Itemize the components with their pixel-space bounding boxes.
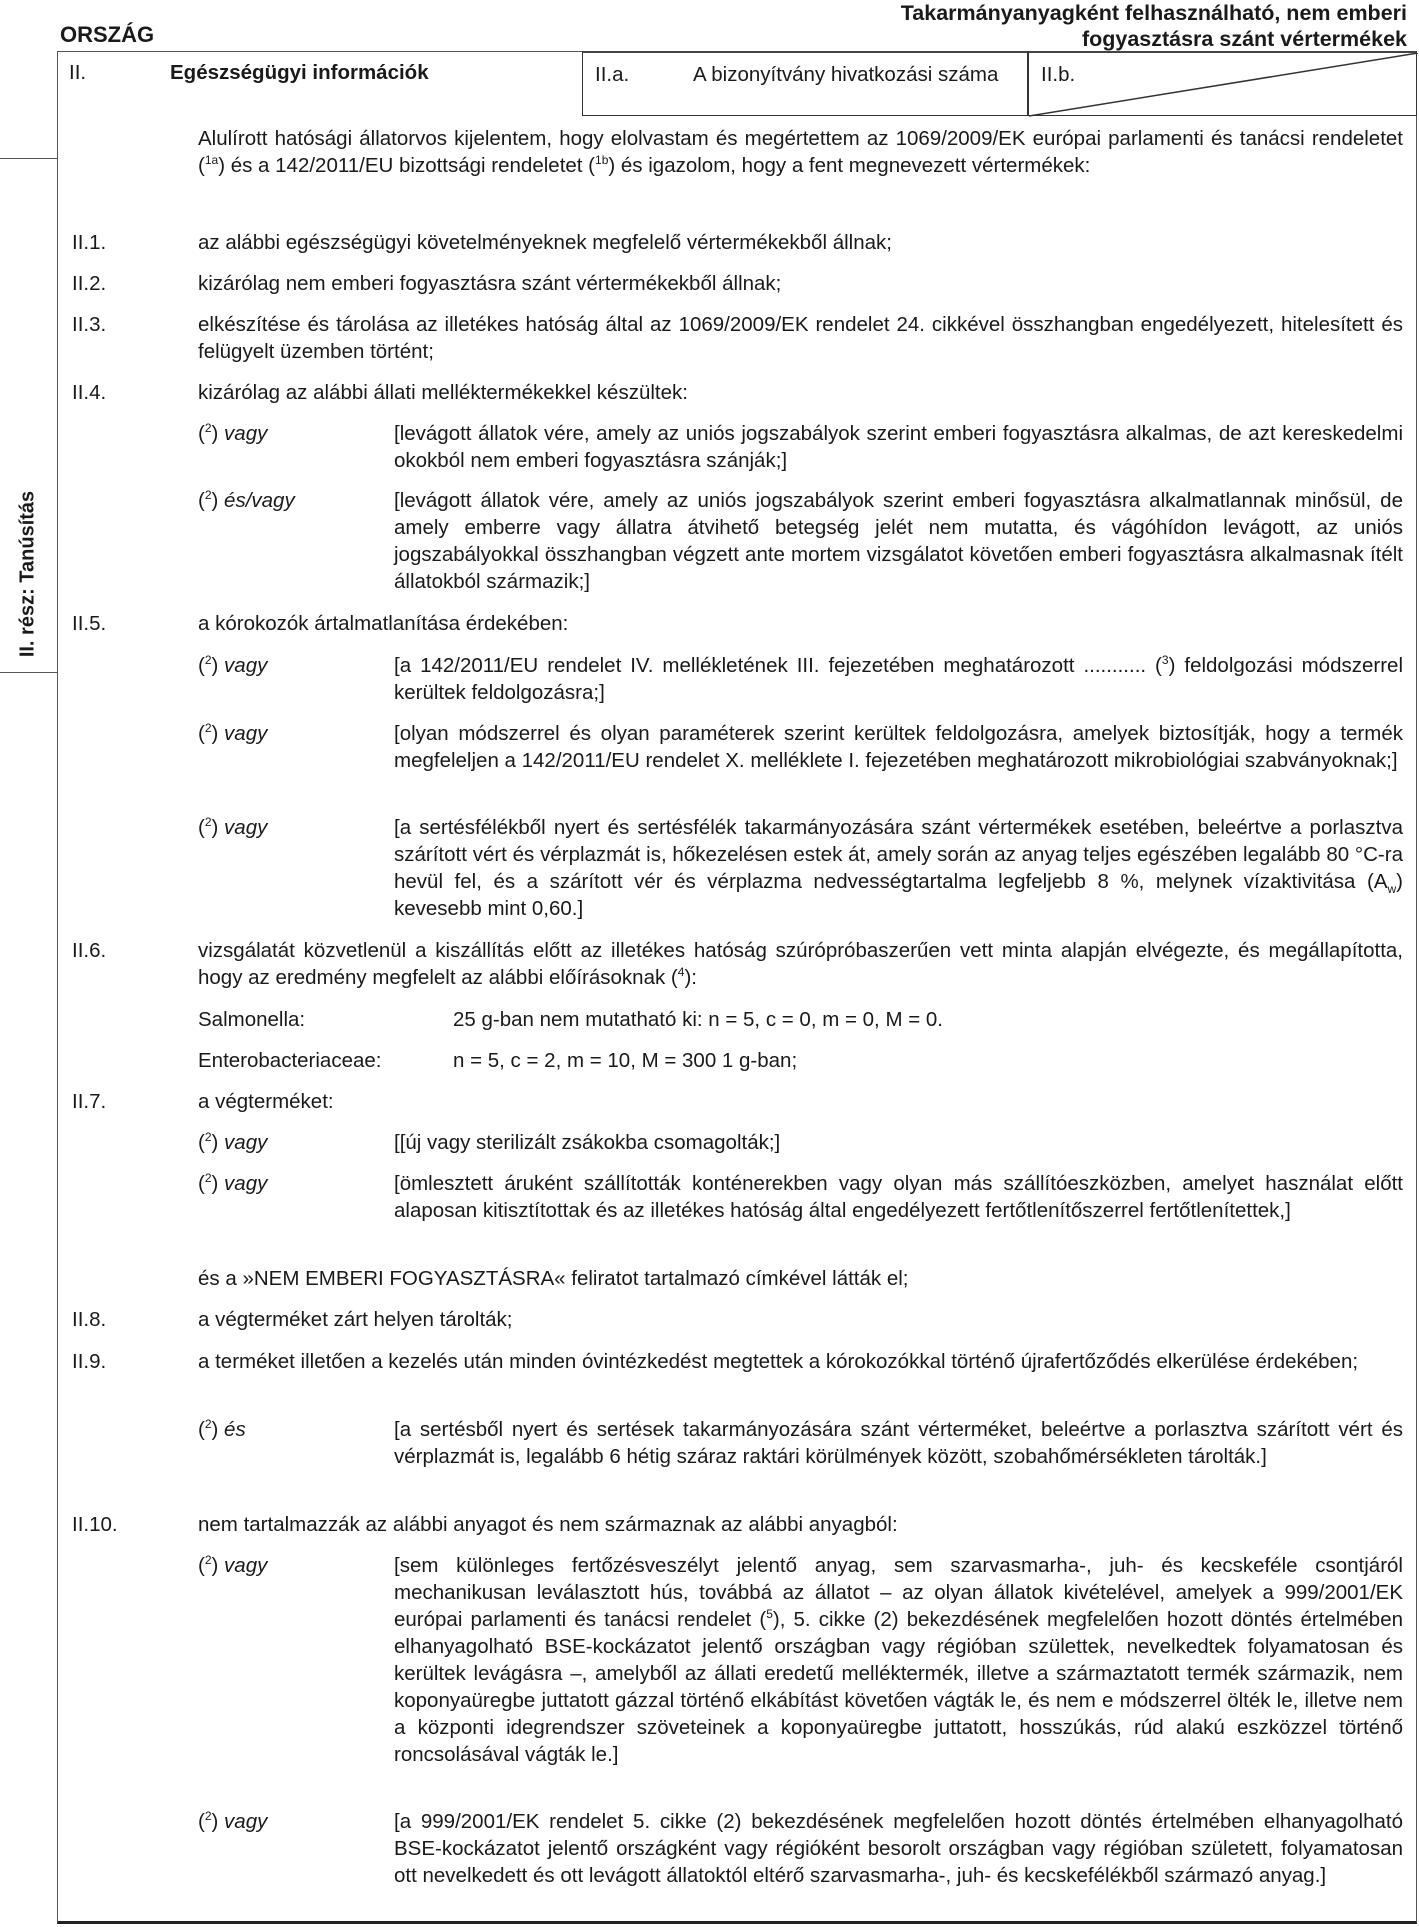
option-text: [levágott állatok vére, amely az uniós jogszabályok szerint emberi fogyasztásra alkalmas, de azt kereskedelmi okokból nem emberi fogyasztásra szánják;] — [394, 422, 1403, 472]
option-text: [ömlesztett áruként szállították konténerekben vagy olyan más szállítóeszközben, amelyet használat előtt alaposan kitisztítottak és az illetékes hatóság által engedélyezett fertőtlenítőszerrel fertőtlenítettek,] — [394, 1172, 1403, 1222]
criterion-value: 25 g-ban nem mutatható ki: n = 5, c = 0, m = 0, M = 0. — [453, 1008, 943, 1031]
footnote-ref: 2 — [204, 815, 212, 829]
footnote-ref: 2 — [204, 721, 212, 735]
condition-word: és — [224, 1418, 246, 1441]
option-condition: ($^2$) vagy — [198, 1130, 268, 1154]
condition-word: vagy — [224, 1554, 268, 1577]
footnote-ref: 1a — [204, 153, 219, 167]
option-text — [394, 1552, 1403, 1768]
item-text: a végterméket: — [198, 1090, 334, 1113]
item-number: II.5. — [72, 612, 107, 635]
footnote-ref: 2 — [204, 1809, 212, 1823]
intro-paragraph — [198, 125, 1403, 179]
reference-label: A bizonyítvány hivatkozási száma — [693, 63, 999, 86]
option-condition: ($^2$) és — [198, 1417, 246, 1441]
item-number: II.9. — [72, 1350, 107, 1373]
item-text: nem tartalmazzák az alábbi anyagot és nem származnak az alábbi anyagból: — [198, 1513, 898, 1536]
condition-word: vagy — [224, 654, 268, 677]
side-tab — [0, 158, 57, 673]
footnote-ref: 2 — [204, 421, 212, 435]
option-text-part: [a 142/2011/EU rendelet IV. mellékletének III. fejezetében meghatározott ........... ( — [394, 654, 1162, 677]
footnote-ref: 1b — [595, 153, 609, 167]
labelling-text: és a »NEM EMBERI FOGYASZTÁSRA« feliratot tartalmazó címkével látták el; — [198, 1267, 909, 1290]
crossed-out-line — [1029, 53, 1418, 118]
option-condition: ($^2$) vagy — [198, 1171, 268, 1195]
condition-word: vagy — [224, 1810, 268, 1833]
footnote-ref: 2 — [204, 1553, 212, 1567]
footnote-ref: 2 — [204, 1130, 212, 1144]
option-condition: ($^2$) vagy — [198, 653, 268, 677]
condition-word: vagy — [224, 816, 268, 839]
option-text: [olyan módszerrel és olyan paraméterek szerint kerültek feldolgozásra, amelyek biztosítják, hogy a termék megfeleljen a 142/2011/EU rendelet X. melléklete I. fejezetében meghatározott mikrobiológiai szabványoknak;] — [394, 722, 1403, 772]
intro-text-2: ) és a 142/2011/EU bizottsági rendeletet ( — [218, 154, 596, 177]
option-text: [[új vagy sterilizált zsákokba csomagolták;] — [394, 1131, 781, 1154]
item-text: kizárólag az alábbi állati melléktermékekkel készültek: — [198, 381, 688, 404]
subscript: w — [1387, 882, 1397, 897]
condition-word: vagy — [224, 1172, 268, 1195]
footnote-ref: 5 — [766, 1607, 773, 1621]
country-label: ORSZÁG — [60, 22, 155, 47]
item-text: a terméket illetően a kezelés után minden óvintézkedést megtettek a kórokozókkal történő újrafertőződés elkerülése érdekében; — [198, 1350, 1359, 1373]
option-condition: ($^2$) vagy — [198, 815, 268, 839]
condition-word: vagy — [224, 1131, 268, 1154]
intro-text-1: Alulírott hatósági állatorvos kijelentem, hogy elolvastam és megértettem az 1069/2009/EK európai parlamenti és tanácsi rendeletet ( — [198, 127, 1403, 177]
item-number: II.6. — [72, 939, 107, 962]
item-number: II.2. — [72, 272, 107, 295]
intro-text-3: ) és igazolom, hogy a fent megnevezett vértermékek: — [608, 154, 1091, 177]
option-condition: ($^2$) vagy — [198, 721, 268, 745]
section-number: II. — [69, 61, 87, 84]
footnote-ref: 2 — [204, 653, 212, 667]
option-text-part: ) feldolgozási módszerrel kerültek feldolgozásra;] — [394, 654, 1403, 704]
footnote-ref: 2 — [204, 1417, 212, 1431]
reference-b-cell — [1028, 51, 1417, 116]
option-condition: ($^2$) és/vagy — [198, 488, 295, 512]
option-text-part: ) kevesebb mint 0,60.] — [394, 870, 1403, 920]
footnote-ref: 3 — [1161, 653, 1169, 667]
option-text: [a sertésből nyert és sertések takarmányozására szánt vérterméket, beleértve a porlasztva szárított vért és vérplazmát is, legalább 6 hétig száraz raktári körülmények között, szobahőmérsékleten tárolták.] — [394, 1418, 1403, 1468]
option-text — [394, 652, 1403, 706]
document-title: Takarmányanyagként felhasználható, nem emberi fogyasztásra szánt vértermékek — [900, 1, 1407, 51]
option-text-part: [a sertésfélékből nyert és sertésfélék takarmányozására szánt vértermékek esetében, beleértve a porlasztva szárított vért és vérplazmát is, hőkezelésen estek át, amely során az anyag teljes egészében legalább 80 °C-ra hevül fel, és a szárított vér és vérplazma nedvességtartalma legfeljebb 8 %, melynek vízaktivitása (A — [394, 816, 1403, 893]
item-number: II.1. — [72, 231, 107, 254]
footnote-ref: 2 — [204, 488, 212, 502]
option-text: [a 999/2001/EK rendelet 5. cikke (2) bekezdésének megfelelően hozott döntés értelmében elhanyagolható BSE-kockázatot jelentő országként vagy régióként besorolt országban vagy régióban született, folyamatosan ott nevelkedett és ott levágott állatoktól eltérő szarvasmarha-, juh- és kecskefélékből származó anyag.] — [394, 1810, 1403, 1887]
option-text: [levágott állatok vére, amely az uniós jogszabályok szerint emberi fogyasztásra alkalmatlannak minősül, de amely emberre vagy állatra átvihető betegség jelét nem mutatta, és vágóhídon levágott, az uniós jogszabályokkal összhangban végzett ante mortem vizsgálatot követően emberi fogyasztásra alkalmasnak ítélt állatokból származik;] — [394, 489, 1403, 593]
condition-word: és/vagy — [224, 489, 295, 512]
side-label: II. rész: Tanúsítás — [16, 490, 39, 658]
item-number: II.4. — [72, 381, 107, 404]
option-text-part: ), 5. cikke (2) bekezdésének megfelelően hozott döntés értelmében elhanyagolható BSE-kockázatot jelentő országban vagy régióban születtek, nevelkedtek folyamatosan és kerültek levágásra –, amelyből az állati eredetű melléktermék, illetve a származtatott termék származik, nem koponyaüregbe juttatott gázzal történő elkábítást követően vágták le, és nem e módszerrel ölték le, illetve nem a központi idegrendszer szöveteinek a koponyaüregbe juttatott, hosszúkás, rúd alakú eszközzel történő roncsolásával vágták le.] — [394, 1608, 1404, 1766]
criterion-label: Enterobacteriaceae: — [198, 1049, 382, 1072]
footnote-ref: 4 — [677, 965, 685, 979]
item-text-part: vizsgálatát közvetlenül a kiszállítás előtt az illetékes hatóság szúrópróbaszerűen vett minta alapján elvégezte, és megállapította, hogy az eredmény megfelelt az alábbi előírásoknak ( — [198, 939, 1403, 989]
reference-b-number: II.b. — [1041, 63, 1076, 86]
item-number: II.8. — [72, 1308, 107, 1331]
item-text-part: ): — [684, 966, 697, 989]
item-number: II.10. — [72, 1513, 118, 1536]
section-title: Egészségügyi információk — [170, 61, 429, 84]
item-text: kizárólag nem emberi fogyasztásra szánt vértermékekből állnak; — [198, 272, 782, 295]
condition-word: vagy — [224, 722, 268, 745]
item-text: a végterméket zárt helyen tárolták; — [198, 1308, 513, 1331]
item-number: II.3. — [72, 313, 107, 336]
option-condition: ($^2$) vagy — [198, 1809, 268, 1833]
footnote-ref: 2 — [204, 1171, 212, 1185]
criterion-label: Salmonella: — [198, 1008, 306, 1031]
option-condition: ($^2$) vagy — [198, 1553, 268, 1577]
item-text: elkészítése és tárolása az illetékes hatóság által az 1069/2009/EK rendelet 24. cikkével összhangban engedélyezett, hitelesített és felügyelt üzemben történt; — [198, 313, 1403, 363]
criterion-value: n = 5, c = 2, m = 10, M = 300 1 g-ban; — [453, 1049, 798, 1072]
item-text: a kórokozók ártalmatlanítása érdekében: — [198, 612, 569, 635]
certificate-reference-cell — [582, 51, 1028, 116]
option-text — [394, 814, 1403, 922]
section-header — [57, 51, 582, 116]
reference-number-label: II.a. — [595, 63, 630, 86]
item-number: II.7. — [72, 1090, 107, 1113]
item-text — [198, 937, 1403, 991]
option-text-part: [sem különleges fertőzésveszélyt jelentő anyag, sem szarvasmarha-, juh- és kecskeféle csontjáról mechanikusan leválasztott hús, továbbá az állatot – az olyan állatok kivételével, amelyek a 999/2001/EK európai parlamenti és tanácsi rendelet ( — [394, 1554, 1403, 1631]
option-condition: ($^2$) vagy — [198, 421, 268, 445]
condition-word: vagy — [224, 422, 268, 445]
item-text: az alábbi egészségügyi követelményeknek megfelelő vértermékekből állnak; — [198, 231, 892, 254]
